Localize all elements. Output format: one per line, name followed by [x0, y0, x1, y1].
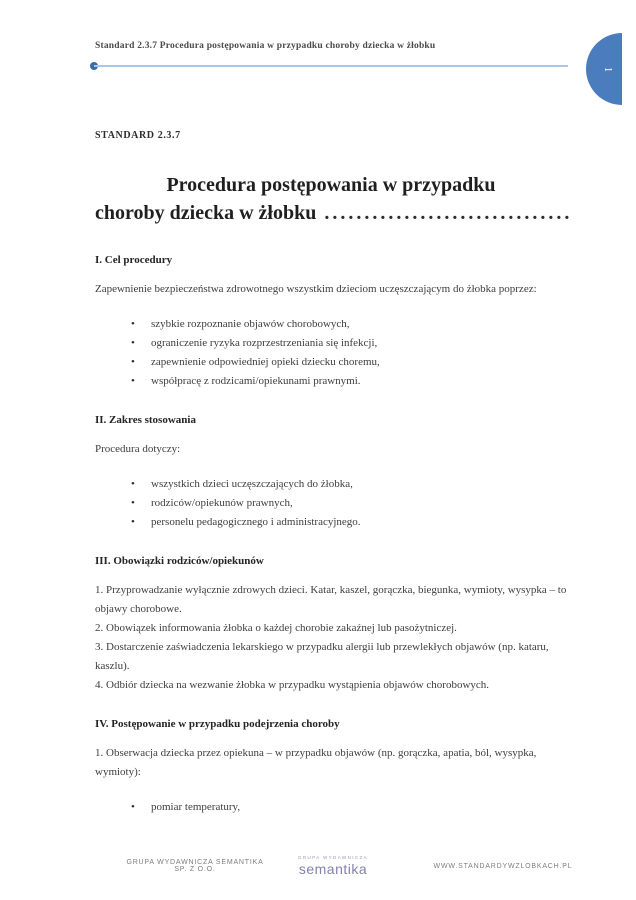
- bullet-item: • personelu pedagogicznego i administracyjnego.: [151, 513, 567, 532]
- bullet-icon: •: [131, 516, 135, 528]
- semantika-logo: [296, 855, 370, 877]
- bullet-icon: •: [131, 318, 135, 330]
- bullet-item: • pomiar temperatury,: [151, 798, 567, 817]
- section-4: [95, 717, 567, 817]
- document-title-line2-text: choroby dziecka w żłobku: [95, 202, 317, 224]
- bullet-icon: •: [131, 478, 135, 490]
- document-title-line2: [95, 199, 573, 227]
- bullet-item: • wszystkich dzieci uczęszczających do żłobka,: [151, 475, 567, 494]
- paragraph: Procedura dotyczy:: [95, 443, 181, 455]
- footer-website-text: WWW.STANDARDYWZLOBKACH.PL: [433, 862, 573, 870]
- standard-label: STANDARD 2.3.7: [95, 130, 181, 141]
- bullet-icon: •: [131, 801, 135, 813]
- header-running-title: Standard 2.3.7 Procedura postępowania w przypadku choroby dziecka w żłobku: [95, 41, 436, 51]
- section-heading: III. Obowiązki rodziców/opiekunów: [95, 555, 264, 567]
- bullet-icon: •: [131, 356, 135, 368]
- semantika-logo-top-text: GRUPA WYDAWNICZA: [297, 855, 369, 860]
- paragraph: 1. Obserwacja dziecka przez opiekuna – w przypadku objawów (np. gorączka, apatia, ból, wysypka, wymioty):: [95, 747, 537, 778]
- paragraph: 1. Przyprowadzanie wyłącznie zdrowych dzieci. Katar, kaszel, gorączka, biegunka, wymioty, wysypka – to objawy chorobowe.: [95, 584, 567, 615]
- section-3: [95, 554, 567, 695]
- bullet-item: • współpracę z rodzicami/opiekunami prawnymi.: [151, 372, 567, 391]
- page-header: [0, 0, 636, 110]
- document-title: [95, 171, 573, 227]
- section-heading: I. Cel procedury: [95, 254, 173, 266]
- paragraph: 3. Dostarczenie zaświadczenia lekarskiego w przypadku alergii lub przewlekłych objawów (np. kataru, kaszlu).: [95, 641, 549, 672]
- document-title-line1: Procedura postępowania w przypadku: [166, 174, 496, 196]
- section-1: [95, 253, 567, 391]
- semantika-logo-text: semantika: [298, 861, 368, 877]
- bullet-item: • szybkie rozpoznanie objawów chorobowych,: [151, 315, 567, 334]
- document-body: [95, 130, 573, 823]
- bullet-list: [95, 798, 567, 817]
- bullet-item: • rodziców/opiekunów prawnych,: [151, 494, 567, 513]
- page-number-tab: [586, 33, 622, 105]
- paragraph: Zapewnienie bezpieczeństwa zdrowotnego wszystkim dzieciom uczęszczającym do żłobka poprzez:: [95, 283, 537, 295]
- section-2: [95, 413, 567, 532]
- bullet-list: [95, 315, 567, 391]
- sections: [95, 253, 567, 817]
- bullet-icon: •: [131, 337, 135, 349]
- bullet-item: • ograniczenie ryzyka rozprzestrzeniania się infekcji,: [151, 334, 567, 353]
- paragraph: 4. Odbiór dziecka na wezwanie żłobka w przypadku wystąpienia objawów chorobowych.: [95, 679, 490, 691]
- section-heading: II. Zakres stosowania: [95, 414, 196, 426]
- bullet-list: [95, 475, 567, 532]
- paragraph: 2. Obowiązek informowania żłobka o każdej chorobie zakaźnej lub pasożytniczej.: [95, 622, 457, 634]
- bullet-icon: •: [131, 375, 135, 387]
- header-rule: [90, 61, 568, 70]
- bullet-icon: •: [131, 497, 135, 509]
- page-number: 1: [601, 66, 613, 72]
- header-rule-line: [94, 65, 568, 67]
- section-heading: IV. Postępowanie w przypadku podejrzenia choroby: [95, 718, 340, 730]
- page-footer: [0, 846, 636, 886]
- footer-publisher-text: GRUPA WYDAWNICZA SEMANTIKA SP. Z O.O.: [126, 859, 264, 873]
- bullet-item: • zapewnienie odpowiedniej opieki dziecku choremu,: [151, 353, 567, 372]
- title-dotted-leader: ...............................: [324, 202, 573, 224]
